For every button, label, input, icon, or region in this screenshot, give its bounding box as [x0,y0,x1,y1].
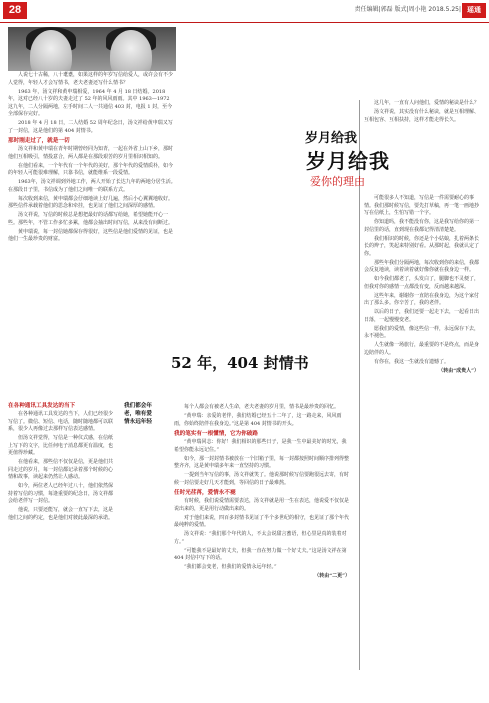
body-para: “我们都会变老，但我们的爱情永远年轻。” [184,564,277,570]
body-para: 但汤文祥觉得，写信是一种仪式感，在信纸上写下的文字，比任何电子消息都更有温度，也更值得珍藏。 [8,435,114,456]
section-heading: 任时光荏苒，爱情永不褪 [174,490,236,496]
body-para: 可能很多人不知道，写信是一件需要耐心的事情。我们那时候写信，要先打草稿，再一笔一画地抄写在信纸上，生怕写错一个字。 [364,195,480,216]
body-para: 1963年，汤文祥调到外地工作，两人开始了长达九年的两地分居生活。在那段日子里，书信成为了他们之间唯一的联系方式。 [8,179,176,193]
body-para: 每次收到来信，黄申瑞都会仔细地读上好几遍，然后小心翼翼地收好。那些信件承载着他们的思念和牵挂，也见证了他们之间深厚的感情。 [8,195,174,209]
feature-subtitle: 爱你的理由 [310,175,365,188]
body-para: 汤文祥和黄申瑞在青年时期曾经同为知青，一起在外省上山下乡，那时他们互相吸引，情投意合，两人都是在那段艰苦的岁月里相识相知的。 [8,146,174,160]
body-para: 如今，两位老人已经年过八十，他们依然保持着写信的习惯，每逢重要的纪念日，汤文祥都会给老伴写一封信。 [8,483,114,504]
body-para: 他说，只要还能写，就会一直写下去，这是他们之间的约定，也是他们对彼此最深的承诺。 [8,507,114,521]
intro-para: 人说七十古稀，八十耄耋，如果这样的年岁写信给爱人，或许会有不少人觉得，年轻人才会写情书，老夫老妻还写什么情书？ [8,72,174,86]
body-para: 汤文祥说，写信的时候总是想把最好的话都写给她，希望她能开心一些。那些年，不管工作多忙多累，他都会抽出时间写信，从来没有间断过。 [8,212,174,226]
continued-note: （转由“成贵人”） [438,367,479,374]
continued-note: （转由“二更”） [314,573,350,579]
body-para: 以后的日子，我们还要一起走下去，一起看日出日落，一起慢慢变老。 [364,309,480,323]
body-para: 愿我们的爱情，像这些信一样，永远保存下去，永不褪色。 [364,325,480,339]
body-para: 黄申瑞说，每一封信她都保存得很好，这些信是他们爱情的见证，也是他们一生最珍贵的财富。 [8,228,174,242]
body-para: 一提到当年写信的事，汤文祥就笑了。他说那时候写信要跑很远去寄，有时候一封信要走好几天才能到，等回信的日子最难熬。 [174,472,350,486]
section-label: 瑶通 [462,3,486,18]
body-para: 有你在，我这一生就没有遗憾了。 [374,358,450,365]
body-para: 如今，那一封封情书被放在一个旧箱子里，每一封都按照时间顺序排列得整整齐齐，这是黄申瑞多年来一直坚持的习惯。 [174,455,350,469]
body-para: 你知道吗，我不能没有你，这是我写给你的第一封信里的话，直到现在我都记得清清楚楚。 [364,219,480,233]
header-meta: 责任编辑|郭磊 版式|周小艳 2018.5.25| [354,6,461,13]
section-heading: 在各种通讯工具发达的当下 [8,403,76,409]
body-para: 有时候，我们说爱情需要表达，汤文祥就是用一生在表达，他说爱不仅仅是说出来的，更是用行动做出来的。 [174,498,350,512]
middle-column [174,404,350,674]
right-top-column [364,100,479,131]
wedding-photo [8,27,176,71]
body-para: 在他看来，那些信不仅仅是信，更是他们共同走过的岁月，每一封信都记录着那个时候的心情和故事，读起来仍然让人感动。 [8,459,114,480]
intro-para: 1963 年，汤文祥和黄申瑞相爱，1964 年 4 月 18 日结婚。2018 年，这对已经八十岁的夫妻走过了 52 年的风风雨雨。其中 1963—1972 这九年，二人分隔两地，左手时间二人一共通信 403 封，电报 1 封，至今全部保存完好。 [8,88,173,117]
feature-small-title: 岁月给我 [305,131,358,146]
intro-para: 2018 年 4 月 18 日，二人结婚 52 周年纪念日，汤文祥给黄申瑞又写了一封信，这是他们的第 404 封情书。 [8,120,173,134]
body-para: 这几年，一直有人问他们，爱情的秘诀是什么？ [374,100,480,106]
body-para: 在他们看来，一个年代有一个年代的美好，那个年代的爱情质朴，如今的年轻人可能很难理解，只靠书信，就能维系一段爱情。 [8,162,174,176]
body-para: 人生就像一场旅行，最重要的不是终点，而是身边陪伴的人。 [364,342,480,356]
section-heading: 那时刚走过了，就是一切 [8,138,70,144]
body-para: 汤文祥说，其实没有什么秘诀，就是互相理解、互相包容、互相扶持，这样才能走得长久。 [364,109,480,123]
page-number: 28 [3,2,27,19]
feature-title: 岁月给我 [306,149,390,173]
body-para: 我们相识的时候，你还是个小姑娘，扎着两条长长的辫子，笑起来特别好看。从那时起，我就认定了你。 [364,235,480,257]
section-heading: 我的笔实有一根懂情，它为你破路 [174,431,258,437]
body-para: 如今我们都老了，头发白了，腿脚也不灵便了，但我对你的感情一点都没有变，反而越来越深。 [364,276,480,290]
body-para: “可能我不是最好的丈夫，但我一直在努力做一个好丈夫。”这是汤文祥在第 404 封信中写下的话。 [174,547,347,561]
body-para: 汤文祥说：“我们那个年代的人，不太会说甜言蜜语，但心里是真的装着对方。” [174,531,347,545]
body-para: “黄申瑞：亲爱的老伴，我们结婚已经五十二年了，这一路走来，风风雨雨，你始终陪伴在我身边。”这是第 404 封情书的开头。 [174,413,342,427]
page-header [0,0,489,23]
article-headline: 52 年，404 封情书 [171,354,309,372]
body-para: 在各种通讯工具发达的当下，人们已经很少写信了。微信、短信、电话，随时随地都可以联系，很少人再像过去那样写信表达感情。 [8,411,114,432]
body-para: 每个人都会有被老人生命，老夫老妻的岁月里，情书是最珍贵的回忆。 [184,404,340,410]
lower-left-column [8,400,116,673]
body-para: “黄申瑞同志：你好！我们相识的那些日子，是我一生中最美好的时光，我希望你能永远记住。” [174,439,347,453]
body-para: 这些年来，谢谢你一直陪在我身边，为这个家付出了那么多。你辛苦了，我的老伴。 [364,292,480,306]
right-column [364,195,479,677]
intro-text [8,72,176,334]
body-para: 对于他们来说，四百多封情书见证了半个多世纪的相守，也见证了那个年代最纯粹的爱情。 [174,514,350,528]
pull-quote: 我们都会年老，唯有爱情永远年轻 [124,403,152,425]
body-para: 那些年我们分隔两地，每次收到你的来信，我都会反复地读，读着读着就好像你就在我身边一样。 [364,259,480,273]
